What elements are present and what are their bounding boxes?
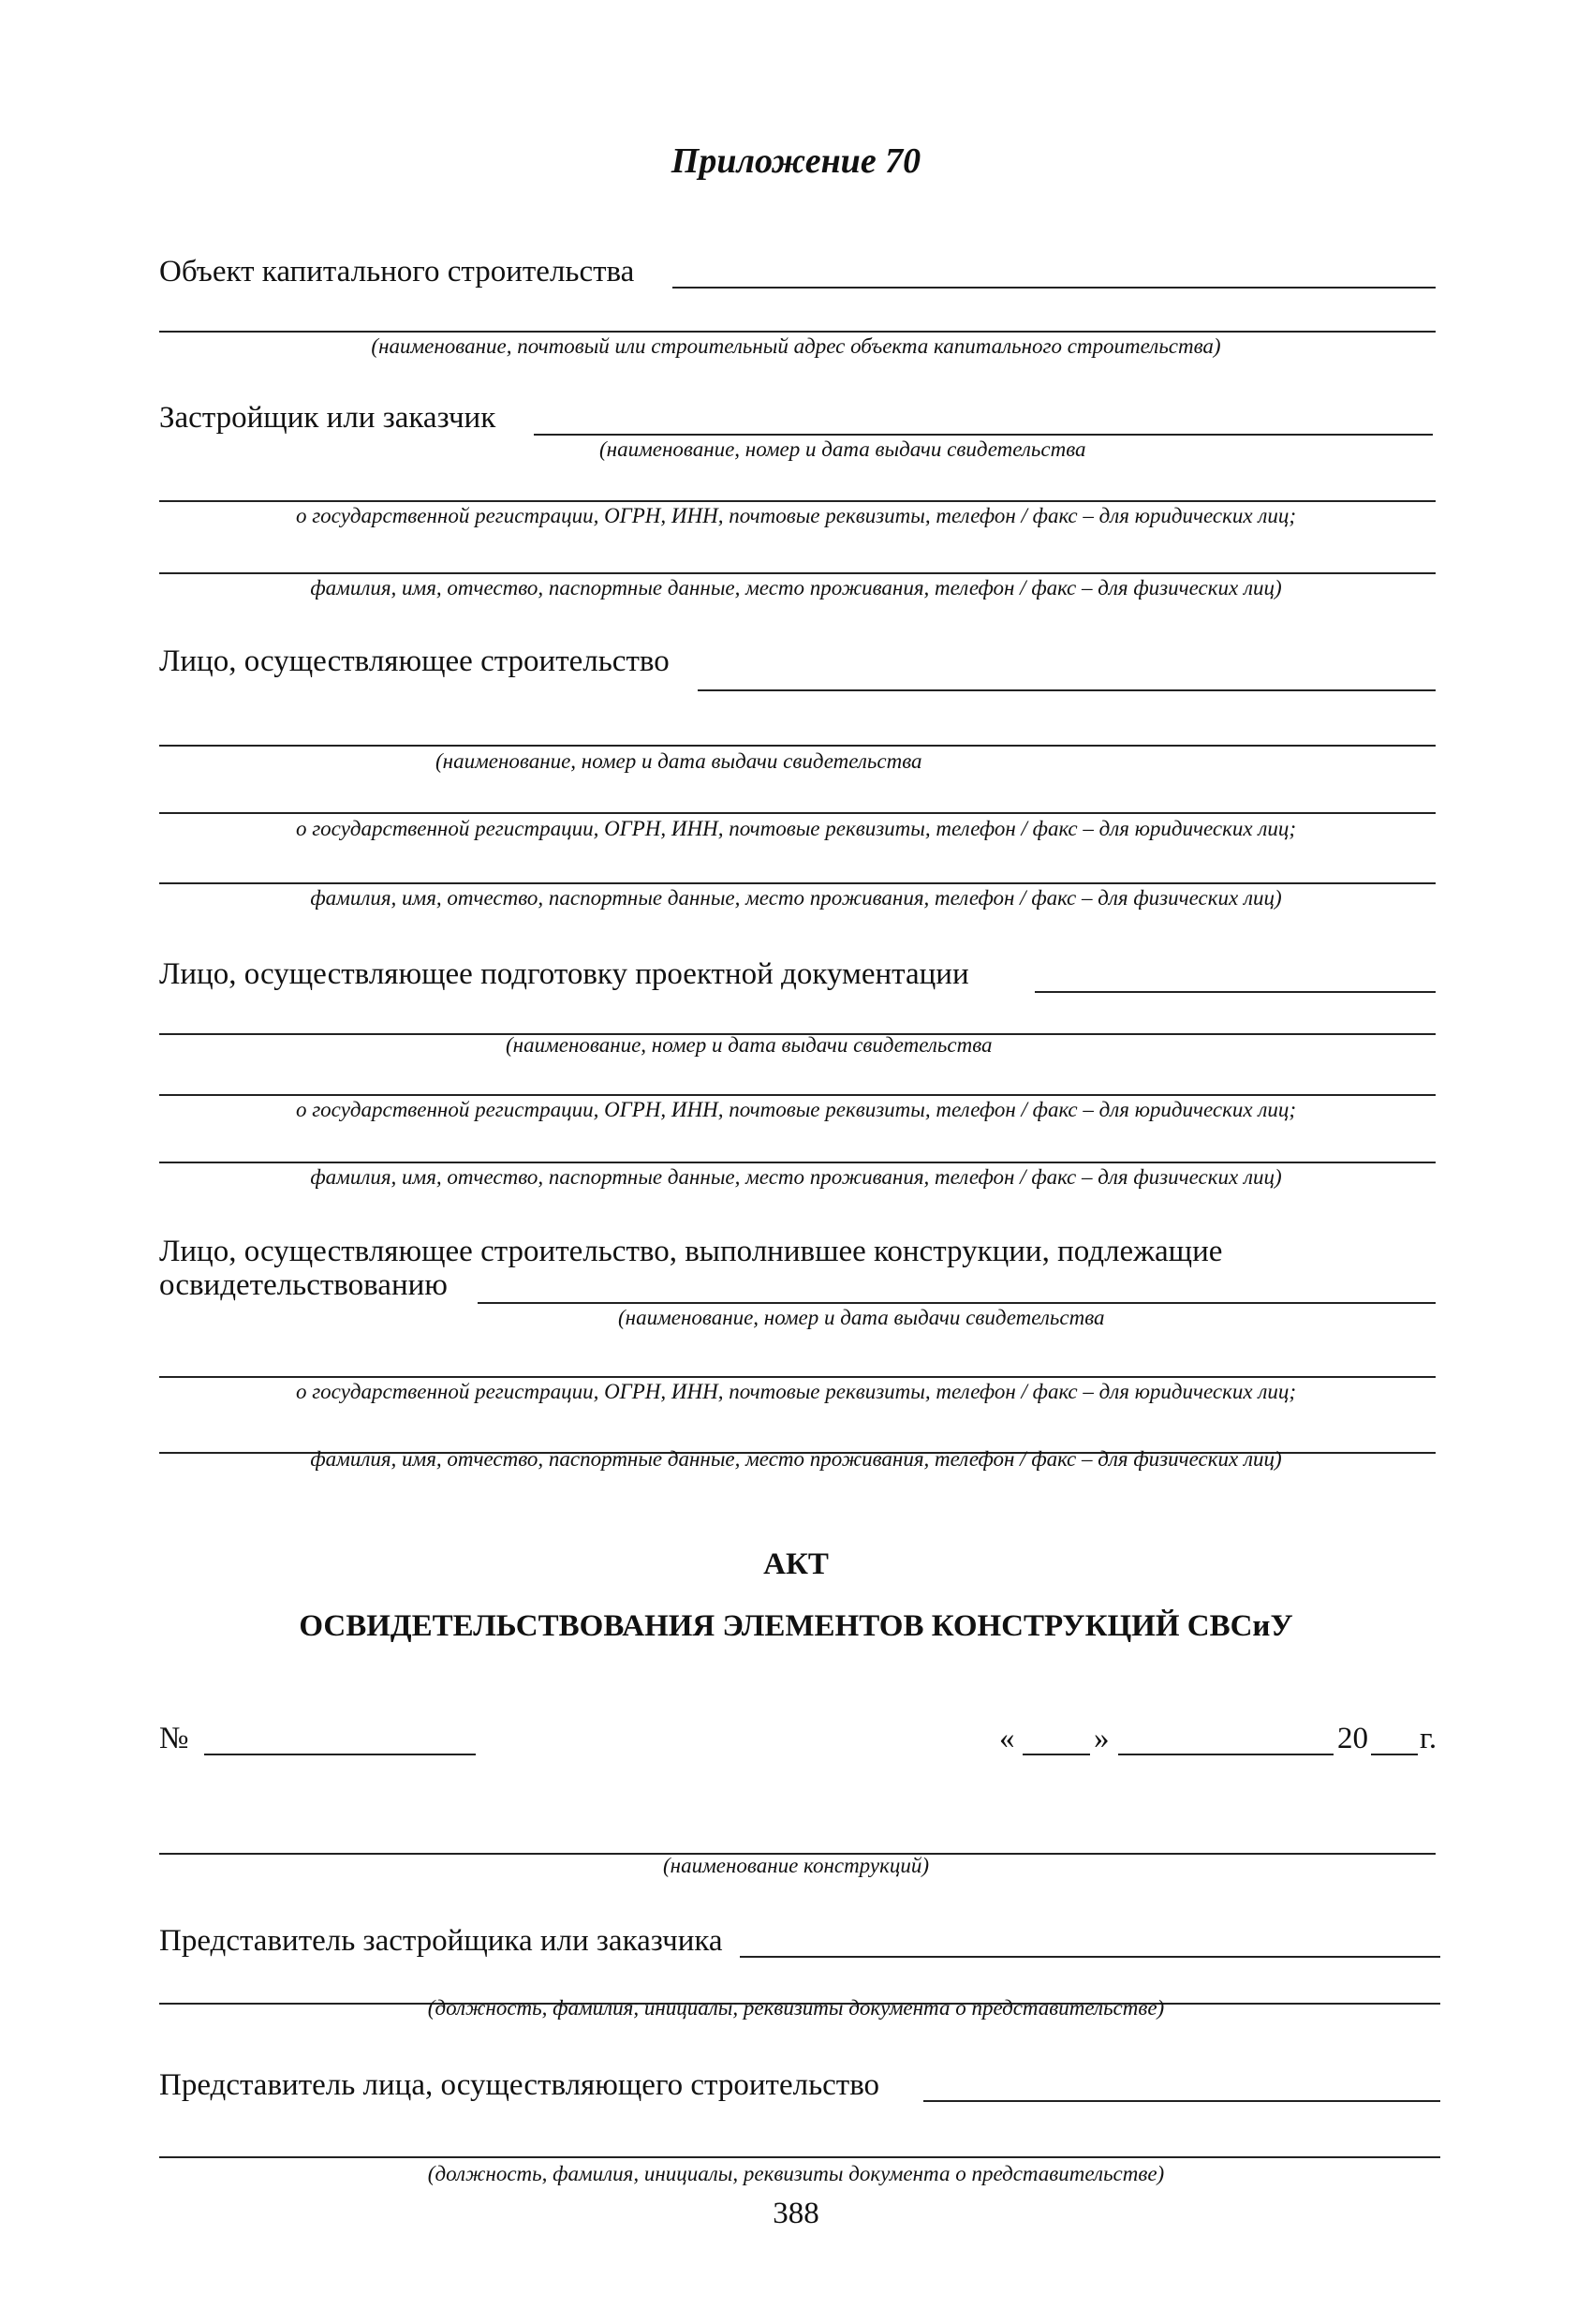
object-field-line[interactable] (672, 287, 1436, 289)
builder-hint-1: (наименование, номер и дата выдачи свидетельства (435, 749, 922, 773)
date-month-field[interactable] (1118, 1754, 1334, 1755)
object-field-line-2[interactable] (159, 331, 1436, 333)
act-subtitle: ОСВИДЕТЕЛЬСТВОВАНИЯ ЭЛЕМЕНТОВ КОНСТРУКЦИЙ СВСиУ (299, 1609, 1293, 1643)
developer-label: Застройщик или заказчик (159, 401, 496, 435)
performer-label-1: Лицо, осуществляющее строительство, выполнившее конструкции, подлежащие (159, 1235, 1223, 1268)
rep-builder-field-line[interactable] (923, 2100, 1440, 2102)
number-sign: № (159, 1722, 189, 1755)
rep-developer-label: Представитель застройщика или заказчика (159, 1924, 723, 1958)
builder-field-line-2[interactable] (159, 745, 1436, 747)
developer-hint-3: фамилия, имя, отчество, паспортные данные, место проживания, телефон / факс – для физических лиц) (310, 576, 1282, 600)
act-number-field[interactable] (204, 1754, 476, 1755)
rep-builder-hint: (должность, фамилия, инициалы, реквизиты документа о представительстве) (427, 2162, 1165, 2185)
date-year-prefix: 20 (1337, 1722, 1368, 1755)
builder-field-line[interactable] (698, 689, 1436, 691)
builder-field-line-4[interactable] (159, 882, 1436, 884)
rep-builder-field-line-2[interactable] (159, 2156, 1440, 2158)
performer-hint-1: (наименование, номер и дата выдачи свидетельства (618, 1306, 1105, 1329)
builder-hint-2: о государственной регистрации, ОГРН, ИНН, почтовые реквизиты, телефон / факс – для юридических лиц; (295, 817, 1297, 840)
designer-hint-2: о государственной регистрации, ОГРН, ИНН, почтовые реквизиты, телефон / факс – для юридических лиц; (295, 1098, 1297, 1121)
page-number: 388 (773, 2197, 819, 2230)
date-day-field[interactable] (1023, 1754, 1090, 1755)
builder-field-line-3[interactable] (159, 812, 1436, 814)
performer-hint-3: фамилия, имя, отчество, паспортные данные, место проживания, телефон / факс – для физических лиц) (310, 1447, 1282, 1471)
date-close-quote: » (1094, 1722, 1110, 1755)
builder-hint-3: фамилия, имя, отчество, паспортные данные, место проживания, телефон / факс – для физических лиц) (310, 886, 1282, 910)
date-year-suffix: г. (1420, 1722, 1437, 1755)
designer-label: Лицо, осуществляющее подготовку проектной документации (159, 957, 969, 991)
developer-hint-2: о государственной регистрации, ОГРН, ИНН, почтовые реквизиты, телефон / факс – для юридических лиц; (295, 504, 1297, 527)
rep-developer-hint: (должность, фамилия, инициалы, реквизиты документа о представительстве) (427, 1996, 1165, 2020)
date-open-quote: « (999, 1722, 1015, 1755)
construction-hint: (наименование конструкций) (663, 1854, 929, 1877)
performer-field-line-2[interactable] (159, 1376, 1436, 1378)
date-year-field[interactable] (1371, 1754, 1418, 1755)
designer-field-line-4[interactable] (159, 1162, 1436, 1163)
designer-field-line-3[interactable] (159, 1094, 1436, 1096)
rep-developer-field-line[interactable] (740, 1956, 1440, 1958)
builder-label: Лицо, осуществляющее строительство (159, 644, 670, 678)
performer-field-line[interactable] (478, 1302, 1436, 1304)
designer-field-line[interactable] (1035, 991, 1436, 993)
rep-builder-label: Представитель лица, осуществляющего строительство (159, 2068, 880, 2102)
object-label: Объект капитального строительства (159, 255, 635, 289)
appendix-title: Приложение 70 (671, 141, 921, 181)
developer-field-line-2[interactable] (159, 500, 1436, 502)
designer-hint-1: (наименование, номер и дата выдачи свидетельства (506, 1033, 993, 1057)
object-hint: (наименование, почтовый или строительный адрес объекта капитального строительства) (371, 334, 1221, 358)
designer-hint-3: фамилия, имя, отчество, паспортные данные, место проживания, телефон / факс – для физических лиц) (310, 1165, 1282, 1189)
developer-field-line-3[interactable] (159, 572, 1436, 574)
performer-label-2: освидетельствованию (159, 1268, 448, 1302)
act-title: АКТ (763, 1547, 829, 1581)
developer-hint-1: (наименование, номер и дата выдачи свидетельства (599, 437, 1086, 461)
developer-field-line[interactable] (534, 434, 1433, 436)
performer-hint-2: о государственной регистрации, ОГРН, ИНН, почтовые реквизиты, телефон / факс – для юридических лиц; (295, 1380, 1297, 1403)
